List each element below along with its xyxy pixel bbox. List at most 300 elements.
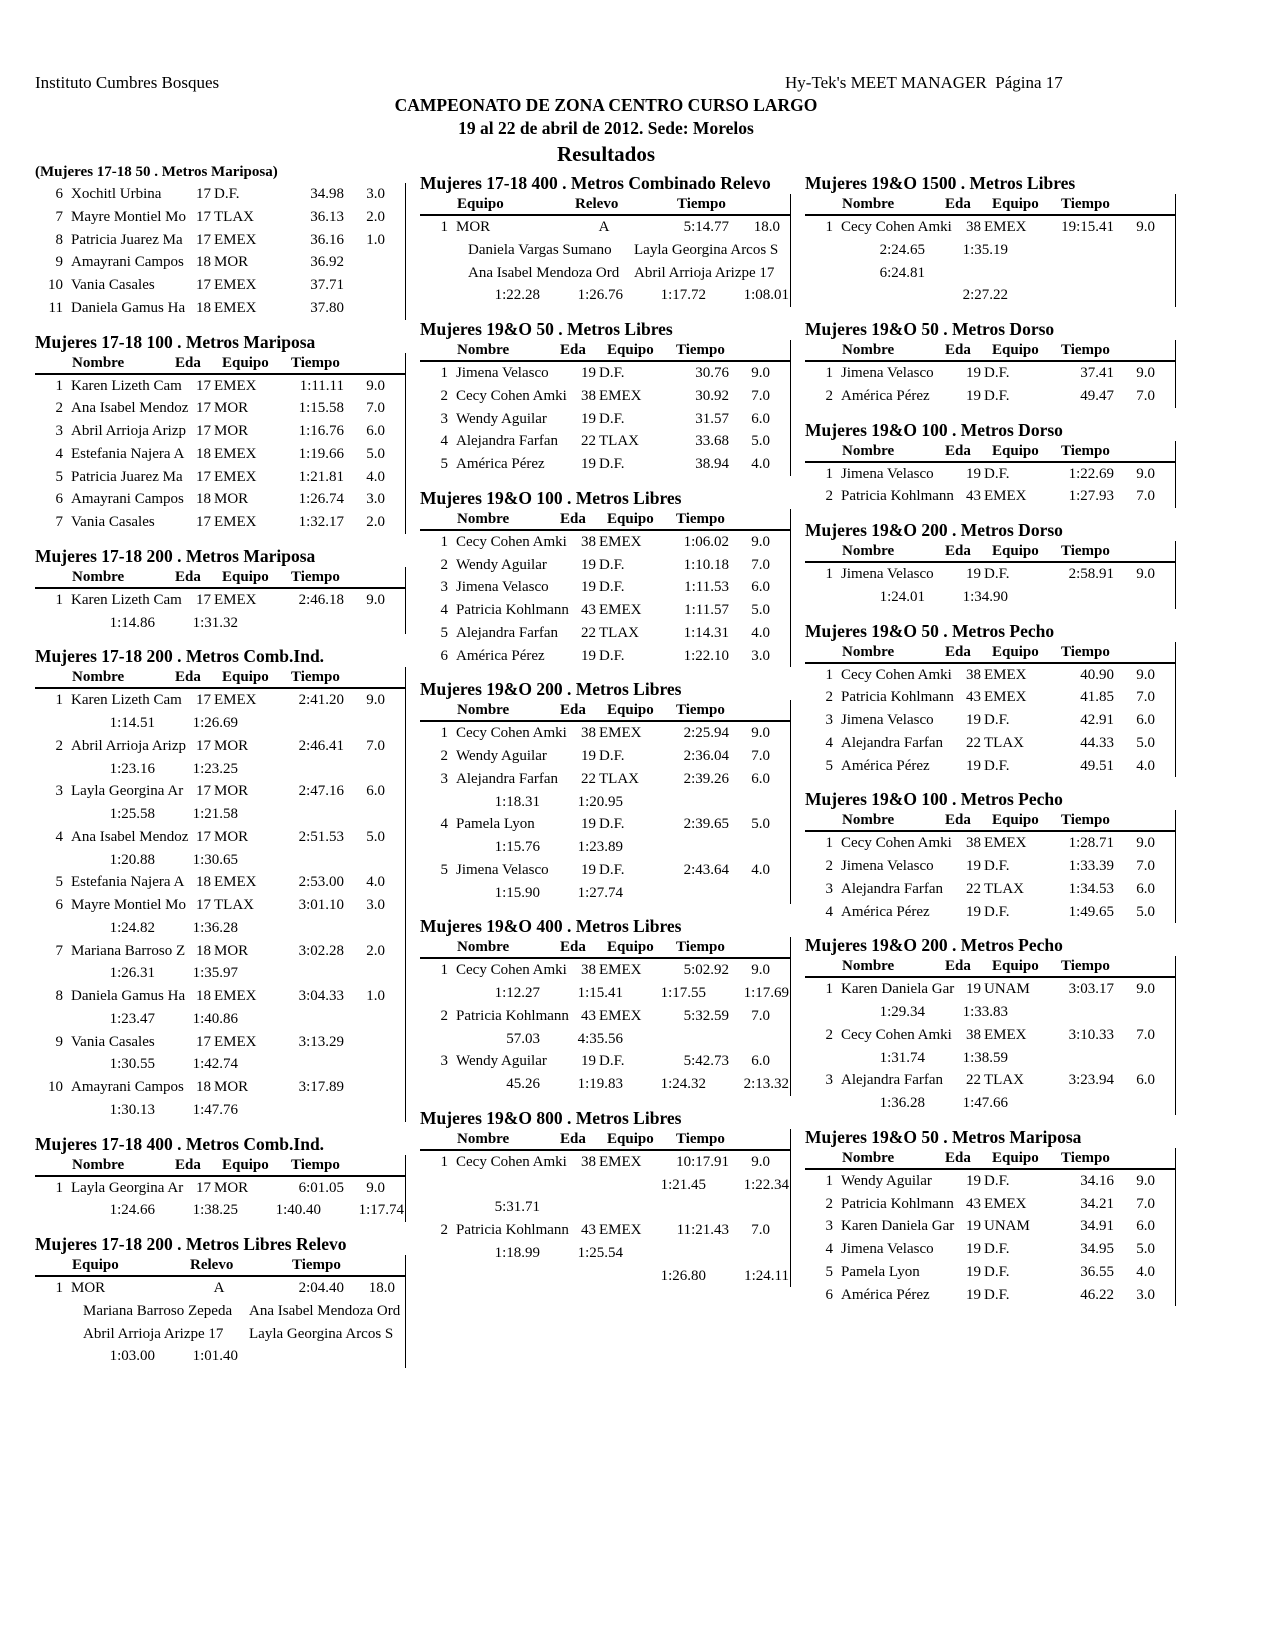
age: 22	[581, 624, 596, 641]
team: MOR	[214, 1079, 249, 1095]
event-table	[805, 441, 1176, 509]
swimmer-name: Cecy Cohen Amki	[456, 1153, 567, 1170]
event-results	[420, 173, 792, 307]
event-table	[420, 340, 791, 476]
points: 4.0	[751, 861, 770, 878]
team: TLAX	[984, 880, 1024, 897]
result-row	[805, 1170, 1175, 1193]
team: UNAM	[984, 981, 1030, 998]
age: 22	[966, 1072, 981, 1089]
age: 22	[581, 770, 596, 787]
team: MOR	[456, 219, 491, 235]
result-row	[35, 689, 405, 712]
event-table	[35, 667, 406, 1121]
header-eda: Eda	[560, 939, 586, 956]
result-row	[805, 463, 1175, 486]
points: 7.0	[751, 748, 770, 764]
time: 2:58.91	[1068, 566, 1114, 582]
age: 19	[581, 579, 596, 596]
split-time: 1:17.69	[743, 985, 789, 1001]
place: 6	[55, 491, 63, 508]
place: 8	[55, 231, 63, 248]
place: 4	[440, 602, 448, 618]
team: MOR	[214, 783, 249, 800]
swimmer-name: Patricia Juarez Ma	[71, 231, 183, 248]
result-row	[805, 901, 1175, 924]
place: 2	[440, 1007, 448, 1024]
result-row	[35, 443, 405, 466]
place: 1	[825, 465, 833, 482]
age: 19	[581, 1053, 596, 1070]
age: 43	[581, 1222, 596, 1238]
event-table	[35, 1155, 406, 1223]
organization-name: Instituto Cumbres Bosques	[35, 73, 220, 92]
points: 9.0	[1136, 981, 1155, 998]
place: 10	[48, 277, 63, 293]
time: 41.85	[1080, 689, 1114, 706]
age: 18	[196, 254, 211, 271]
header-equipo: Equipo	[992, 1149, 1039, 1166]
software-page-label: Hy-Tek's MEET MANAGER Página 17	[785, 73, 1063, 92]
swimmer-name: Layla Georgina Ar	[71, 1179, 184, 1196]
swimmer-name: Vania Casales	[71, 514, 155, 530]
result-row	[420, 408, 790, 431]
team: D.F.	[599, 647, 625, 664]
result-row	[805, 485, 1175, 508]
time: 49.47	[1080, 387, 1114, 404]
time: 3:23.94	[1068, 1072, 1114, 1089]
swimmer-name: Abril Arrioja Arizpe 17	[83, 1325, 224, 1342]
swimmer-name: Vania Casales	[71, 1033, 155, 1050]
event-table	[805, 810, 1176, 923]
split-time: 1:19.83	[577, 1076, 623, 1092]
swimmer-name: América Pérez	[841, 1286, 930, 1303]
age: 18	[196, 942, 211, 959]
event-results	[805, 1127, 1177, 1307]
time: 3:02.28	[298, 942, 344, 959]
header-tiempo: Tiempo	[291, 354, 340, 371]
time: 46.22	[1080, 1286, 1114, 1303]
points: 7.0	[1136, 488, 1155, 505]
result-row	[35, 1177, 405, 1200]
header-nombre: Nombre	[457, 939, 510, 956]
split-time: 1:47.66	[962, 1095, 1008, 1111]
splits-row	[420, 1196, 790, 1219]
points: 2.0	[366, 942, 385, 959]
header-tiempo: Tiempo	[291, 1156, 340, 1173]
points: 4.0	[366, 874, 385, 891]
header-equipo: Equipo	[992, 958, 1039, 975]
age: 17	[196, 897, 211, 913]
relay-swimmers-row	[35, 1323, 405, 1346]
points: 9.0	[1136, 1172, 1155, 1189]
header-nombre: Nombre	[72, 1156, 125, 1173]
place: 3	[825, 880, 833, 897]
swimmer-name: Alejandra Farfan	[456, 624, 559, 641]
points: 6.0	[366, 423, 385, 439]
event-table	[35, 353, 406, 534]
place: 4	[55, 445, 63, 462]
split-time: 1:23.25	[192, 760, 238, 777]
team: D.F.	[984, 858, 1010, 874]
event-title: Mujeres 17-18 200 . Metros Comb.Ind.	[35, 646, 325, 667]
points: 7.0	[751, 1222, 770, 1238]
age: 17	[196, 1179, 211, 1196]
points: 3.0	[366, 491, 385, 508]
split-time: 1:03.00	[109, 1348, 155, 1365]
points: 5.0	[751, 602, 770, 618]
swimmer-name: Cecy Cohen Amki	[456, 962, 567, 979]
split-time: 1:40.86	[192, 1010, 238, 1027]
split-time: 45.26	[506, 1076, 540, 1092]
age: 38	[966, 835, 981, 852]
event-table	[805, 1148, 1176, 1307]
column-header-row	[805, 810, 1175, 832]
time: 3:01.10	[298, 897, 344, 913]
place: 1	[440, 1153, 448, 1170]
swimmer-name: Alejandra Farfan	[456, 433, 559, 450]
event-results	[805, 420, 1177, 509]
team: EMEX	[599, 1007, 642, 1024]
swimmer-name: Alejandra Farfan	[841, 880, 944, 897]
split-time: 1:17.74	[358, 1202, 404, 1219]
result-row	[420, 1219, 790, 1242]
time: 2:47.16	[298, 783, 344, 800]
team: EMEX	[599, 725, 642, 742]
place: 3	[825, 712, 833, 728]
swimmer-name: Patricia Kohlmann	[841, 689, 954, 706]
event-results	[420, 679, 792, 904]
age: 19	[966, 981, 981, 998]
swimmer-name: Ana Isabel Mendoza Ord	[249, 1302, 401, 1319]
points: 9.0	[751, 962, 770, 979]
header-equipo: Equipo	[457, 196, 504, 212]
result-row	[805, 1261, 1175, 1284]
time: 34.91	[1080, 1218, 1114, 1235]
place: 1	[440, 219, 448, 235]
column-header-row	[805, 1148, 1175, 1170]
age: 19	[581, 410, 596, 427]
place: 4	[825, 1241, 833, 1257]
time: 1:11.11	[299, 377, 344, 394]
event-title: Mujeres 17-18 200 . Metros Libres Relevo	[35, 1234, 347, 1254]
meet-title: CAMPEONATO DE ZONA CENTRO CURSO LARGO	[394, 95, 818, 115]
split-time: 1:36.28	[192, 919, 238, 936]
swimmer-name: Patricia Kohlmann	[456, 1007, 569, 1024]
age: 19	[581, 816, 596, 833]
time: 5:14.77	[683, 219, 729, 235]
time: 1:26.74	[298, 491, 344, 508]
event-results	[805, 621, 1177, 778]
time: 37.80	[310, 299, 344, 316]
result-row	[805, 1284, 1175, 1307]
points: 4.0	[751, 456, 770, 472]
swimmer-name: Cecy Cohen Amki	[841, 219, 952, 235]
header-eda: Eda	[945, 543, 971, 559]
time: 36.55	[1080, 1263, 1114, 1280]
team: D.F.	[599, 861, 625, 878]
header-eda: Eda	[945, 643, 971, 660]
header-nombre: Nombre	[842, 342, 895, 358]
age: 38	[581, 533, 596, 550]
age: 17	[196, 423, 211, 439]
event-results	[805, 520, 1177, 609]
column-header-row	[35, 1155, 405, 1177]
header-tiempo: Tiempo	[1061, 1149, 1110, 1166]
header-equipo: Equipo	[607, 939, 654, 956]
column-header-row	[420, 340, 790, 362]
time: 1:34.53	[1068, 880, 1114, 897]
points: 4.0	[751, 624, 770, 641]
place: 11	[48, 299, 63, 316]
place: 4	[825, 903, 833, 920]
age: 38	[581, 962, 596, 979]
result-row	[35, 397, 405, 420]
result-row	[805, 855, 1175, 878]
splits-row	[420, 982, 790, 1005]
split-time: 1:23.47	[109, 1010, 155, 1027]
points: 7.0	[1136, 689, 1155, 706]
place: 7	[55, 208, 63, 225]
team: EMEX	[599, 387, 642, 404]
relay-letter: A	[213, 1280, 225, 1296]
team: EMEX	[214, 468, 257, 485]
age: 18	[196, 874, 211, 891]
place: 2	[440, 1222, 448, 1238]
place: 3	[440, 770, 448, 787]
split-time: 1:24.32	[660, 1076, 706, 1092]
relay-swimmers-row	[35, 1300, 405, 1323]
splits-row	[35, 612, 405, 635]
place: 5	[55, 874, 63, 891]
header-equipo: Equipo	[607, 702, 654, 719]
header-eda: Eda	[175, 354, 201, 371]
event-results	[35, 1134, 407, 1223]
place: 10	[48, 1079, 63, 1095]
result-row	[805, 362, 1175, 385]
split-time: 1:24.82	[109, 919, 155, 936]
split-time: 1:35.97	[192, 965, 238, 982]
swimmer-name: Jimena Velasco	[456, 365, 549, 381]
team: EMEX	[599, 1222, 642, 1238]
result-row	[420, 430, 790, 453]
event-title: Mujeres 17-18 400 . Metros Combinado Relevo	[420, 173, 771, 193]
points: 9.0	[751, 725, 770, 742]
relay-letter: A	[598, 219, 610, 235]
place: 3	[55, 423, 63, 439]
time: 40.90	[1080, 666, 1114, 683]
place: 5	[825, 1263, 833, 1280]
header-equipo: Equipo	[992, 342, 1039, 358]
points: 5.0	[751, 816, 770, 833]
header-tiempo: Tiempo	[291, 568, 340, 585]
result-row	[35, 251, 405, 274]
split-time: 1:24.11	[744, 1267, 789, 1284]
place: 9	[55, 254, 63, 271]
age: 17	[196, 231, 211, 248]
result-row	[35, 229, 405, 252]
split-time: 1:18.99	[494, 1244, 540, 1261]
header-relevo: Relevo	[575, 196, 619, 212]
time: 1:28.71	[1068, 835, 1114, 852]
place: 3	[825, 1218, 833, 1235]
header-tiempo: Tiempo	[1061, 196, 1110, 212]
place: 2	[440, 387, 448, 404]
split-time: 1:20.95	[577, 793, 623, 810]
result-row	[420, 362, 790, 385]
split-time: 1:12.27	[494, 985, 540, 1001]
points: 5.0	[366, 828, 385, 845]
swimmer-name: Jimena Velasco	[841, 566, 934, 582]
time: 2:53.00	[298, 874, 344, 891]
place: 1	[55, 377, 63, 394]
splits-row	[35, 1345, 405, 1368]
swimmer-name: Wendy Aguilar	[456, 410, 547, 427]
place: 2	[55, 400, 63, 417]
header-nombre: Nombre	[842, 1149, 895, 1166]
time: 49.51	[1080, 757, 1114, 774]
header-nombre: Nombre	[457, 342, 510, 358]
place: 3	[440, 579, 448, 596]
header-nombre: Nombre	[842, 643, 895, 660]
place: 2	[825, 488, 833, 505]
place: 6	[55, 186, 63, 202]
swimmer-name: Ana Isabel Mendoza Ord	[468, 264, 620, 281]
header-nombre: Nombre	[842, 442, 895, 459]
place: 6	[55, 897, 63, 913]
swimmer-name: Patricia Kohlmann	[456, 1222, 569, 1238]
result-row	[420, 959, 790, 982]
place: 5	[825, 757, 833, 774]
points: 4.0	[1136, 1263, 1155, 1280]
points: 7.0	[1136, 387, 1155, 404]
team: D.F.	[599, 748, 625, 764]
age: 38	[581, 387, 596, 404]
time: 36.13	[310, 208, 344, 225]
event-table	[420, 937, 791, 1096]
place: 1	[825, 1172, 833, 1189]
split-time: 1:30.55	[109, 1056, 155, 1073]
points: 9.0	[366, 692, 385, 709]
age: 38	[581, 725, 596, 742]
team: MOR	[214, 491, 249, 508]
place: 9	[55, 1033, 63, 1050]
team: EMEX	[984, 835, 1027, 852]
event-title: Mujeres 19&O 100 . Metros Libres	[420, 487, 682, 508]
swimmer-name: Cecy Cohen Amki	[456, 533, 567, 550]
age: 43	[966, 689, 981, 706]
column-header-row	[35, 353, 405, 375]
swimmer-name: Daniela Vargas Sumano	[468, 241, 612, 258]
time: 2:39.26	[683, 770, 729, 787]
column-header-row	[420, 937, 790, 959]
split-time: 1:21.45	[660, 1176, 706, 1193]
team: EMEX	[984, 1026, 1027, 1043]
result-row	[805, 686, 1175, 709]
splits-row	[805, 1092, 1175, 1115]
time: 19:15.41	[1061, 219, 1114, 235]
header-nombre: Nombre	[72, 568, 125, 585]
event-title: (Mujeres 17-18 50 . Metros Mariposa)	[35, 164, 278, 180]
team: D.F.	[984, 1241, 1010, 1257]
swimmer-name: Amayrani Campos	[71, 491, 184, 508]
team: TLAX	[214, 208, 254, 225]
team: TLAX	[984, 1072, 1024, 1089]
result-row	[805, 1069, 1175, 1092]
split-time: 1:21.58	[192, 806, 238, 822]
points: 9.0	[366, 1179, 385, 1196]
team: D.F.	[984, 1263, 1010, 1280]
split-time: 1:34.90	[962, 588, 1008, 605]
team: TLAX	[984, 734, 1024, 751]
age: 22	[966, 880, 981, 897]
age: 38	[966, 219, 981, 235]
age: 17	[196, 828, 211, 845]
time: 30.76	[695, 365, 729, 381]
event-table	[35, 1255, 406, 1368]
team: MOR	[214, 828, 249, 845]
time: 34.16	[1080, 1172, 1114, 1189]
age: 38	[966, 1026, 981, 1043]
event-title: Mujeres 19&O 100 . Metros Pecho	[805, 789, 1063, 810]
points: 7.0	[1136, 1026, 1155, 1043]
time: 1:27.93	[1068, 488, 1114, 505]
time: 1:22.10	[683, 647, 729, 664]
points: 6.0	[751, 579, 770, 596]
swimmer-name: América Pérez	[841, 903, 930, 920]
age: 19	[966, 1263, 981, 1280]
event-results	[420, 916, 792, 1096]
column-header-row	[420, 194, 790, 216]
split-time: 5:31.71	[494, 1199, 540, 1216]
event-title: Mujeres 17-18 400 . Metros Comb.Ind.	[35, 1133, 325, 1154]
splits-row	[805, 1047, 1175, 1070]
place: 5	[55, 468, 63, 485]
points: 5.0	[1136, 734, 1155, 751]
result-row	[35, 940, 405, 963]
event-title: Mujeres 19&O 50 . Metros Pecho	[805, 620, 1055, 641]
age: 17	[196, 377, 211, 394]
splits-row	[420, 1028, 790, 1051]
column-header-row	[805, 194, 1175, 216]
swimmer-name: Jimena Velasco	[841, 1241, 934, 1257]
time: 1:10.18	[683, 556, 729, 573]
team: UNAM	[984, 1218, 1030, 1235]
result-row	[805, 216, 1175, 239]
event-title: Mujeres 19&O 200 . Metros Dorso	[805, 520, 1063, 540]
points: 4.0	[1136, 757, 1155, 774]
header-tiempo: Tiempo	[676, 342, 725, 358]
result-row	[420, 1050, 790, 1073]
header-eda: Eda	[175, 669, 201, 686]
header-tiempo: Tiempo	[676, 1130, 725, 1147]
team: EMEX	[214, 874, 257, 891]
splits-row	[35, 1199, 405, 1222]
header-eda: Eda	[560, 1130, 586, 1147]
swimmer-name: Karen Lizeth Cam	[71, 377, 182, 394]
meet-dates: 19 al 22 de abril de 2012. Sede: Morelos	[458, 118, 754, 138]
header-equipo: Equipo	[992, 643, 1039, 660]
time: 36.92	[310, 254, 344, 271]
points: 9.0	[366, 591, 385, 608]
team: EMEX	[599, 1153, 642, 1170]
event-table	[805, 194, 1176, 307]
header-eda: Eda	[945, 1149, 971, 1166]
split-time: 6:24.81	[879, 264, 925, 281]
age: 19	[966, 903, 981, 920]
result-row	[805, 664, 1175, 687]
age: 19	[581, 861, 596, 878]
